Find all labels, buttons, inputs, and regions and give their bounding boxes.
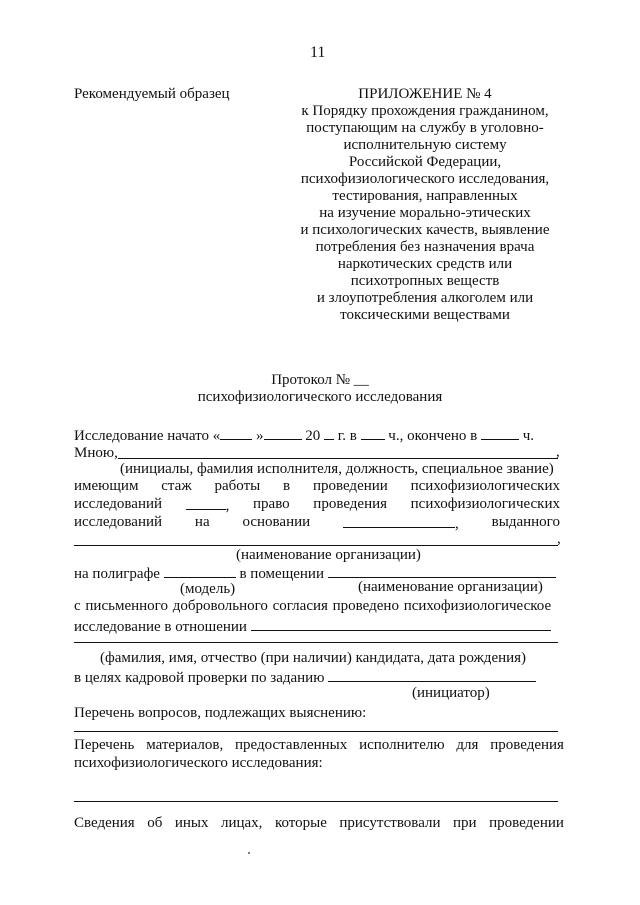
polygraph-model-blank[interactable] [164,564,236,578]
word: проведения [490,737,564,753]
start-hour-blank[interactable] [361,426,385,440]
appendix-line: наркотических средств или [337,256,513,272]
month-blank[interactable] [264,426,302,440]
initiator-blank[interactable] [328,668,536,682]
appendix-line: тестирования, направленных [332,188,518,204]
word: исполнителю [359,737,445,753]
recommended-sample-label: Рекомендуемый образец [74,86,230,102]
research-regarding-line [74,617,551,636]
start-g: г. в [337,428,357,444]
word: имеющим [74,478,139,494]
caption-org: (наименование организации) [236,547,421,563]
start-mid: » [256,428,264,444]
caption-initiator: (инициатор) [412,685,490,701]
word: исследований [74,514,163,530]
page-number: 11 [310,44,326,61]
polygraph-label: на полиграфе [74,566,160,582]
year-prefix: 20 [305,428,321,444]
stage-line-1 [74,478,560,495]
room-label: в помещении [239,566,324,582]
comma: , [557,531,561,547]
performer-line[interactable] [118,458,558,459]
word: выданного [491,514,560,530]
appendix-line: к Порядку прохождения гражданином, [301,103,549,119]
caption-candidate: (фамилия, имя, отчество (при наличии) кандидата, дата рождения) [100,650,527,666]
appendix-line: токсическими веществами [340,307,510,323]
materials-line-2: психофизиологического исследования: [74,755,323,771]
questions-line[interactable] [74,731,558,732]
word: стаж [161,478,192,494]
scan-speck [248,852,250,854]
experience-group: , [186,496,230,515]
appendix-line: поступающим на службу в уголовно- [306,120,544,136]
word: Сведения [74,815,135,831]
word: которые [274,815,327,831]
protocol-subtitle: психофизиологического исследования [197,389,443,405]
stage-line-2 [74,496,560,515]
purpose-label: в целях кадровой проверки по заданию [74,670,325,686]
word: основании [242,514,311,530]
end-h: ч. [522,428,535,444]
word: проведении [312,478,388,494]
research-regarding-label: исследование в отношении [74,619,247,635]
word: в [283,478,291,494]
end-hour-blank[interactable] [481,426,519,440]
stage-line-3 [74,514,560,533]
issuer-org-line[interactable] [74,545,558,546]
word: лицах, [220,815,263,831]
word: иных [174,815,209,831]
experience-blank[interactable] [186,496,226,510]
appendix-text-block [280,103,570,324]
appendix-title: ПРИЛОЖЕНИЕ № 4 [358,86,492,102]
appendix-line: на изучение морально-этических [319,205,531,221]
word: психофизиологических [410,478,560,494]
appendix-line: потребления без назначения врача [315,239,535,255]
word: работы [214,478,261,494]
comma: , [556,444,560,460]
appendix-line: и психологических качеств, выявление [300,222,550,238]
appendix-line: исполнительную систему [343,137,507,153]
caption-org-2: (наименование организации) [358,579,543,595]
start-end-h: ч., окончено в [388,428,478,444]
word: об [147,815,163,831]
appendix-line: и злоупотребления алкоголем или [316,290,534,306]
word: психофизиологических [410,496,560,512]
word: право [253,496,290,512]
start-prefix: Исследование начато « [74,428,221,444]
consent-line: с письменного добровольного согласия проведено психофизиологическое [74,598,552,614]
research-start-line [74,426,534,445]
room-blank[interactable] [328,564,556,578]
protocol-title: Протокол № __ [271,372,369,388]
word: проведения [313,496,388,512]
materials-line-1 [74,737,564,754]
word: проведении [489,815,564,831]
year-blank[interactable] [324,426,334,440]
word: материалов, [146,737,224,753]
candidate-blank[interactable] [251,617,551,631]
caption-model: (модель) [180,581,236,597]
mne-label: Мною, [74,445,118,461]
materials-line[interactable] [74,801,558,802]
candidate-line-2[interactable] [74,642,558,643]
appendix-line: Российской Федерации, [348,154,502,170]
questions-label: Перечень вопросов, подлежащих выяснению: [74,705,367,721]
word: исследований [74,496,163,512]
word: при [453,815,477,831]
caption-performer: (инициалы, фамилия исполнителя, должность, специальное звание) [120,461,554,477]
word: предоставленных [235,737,348,753]
others-line [74,815,564,832]
word: для [456,737,479,753]
appendix-line: психотропных веществ [350,273,500,289]
word: присутствовали [339,815,441,831]
basis-blank[interactable] [343,514,455,528]
basis-group: , [343,514,459,533]
day-blank[interactable] [220,426,252,440]
word: Перечень [74,737,135,753]
word: на [194,514,210,530]
appendix-line: психофизиологического исследования, [300,171,550,187]
